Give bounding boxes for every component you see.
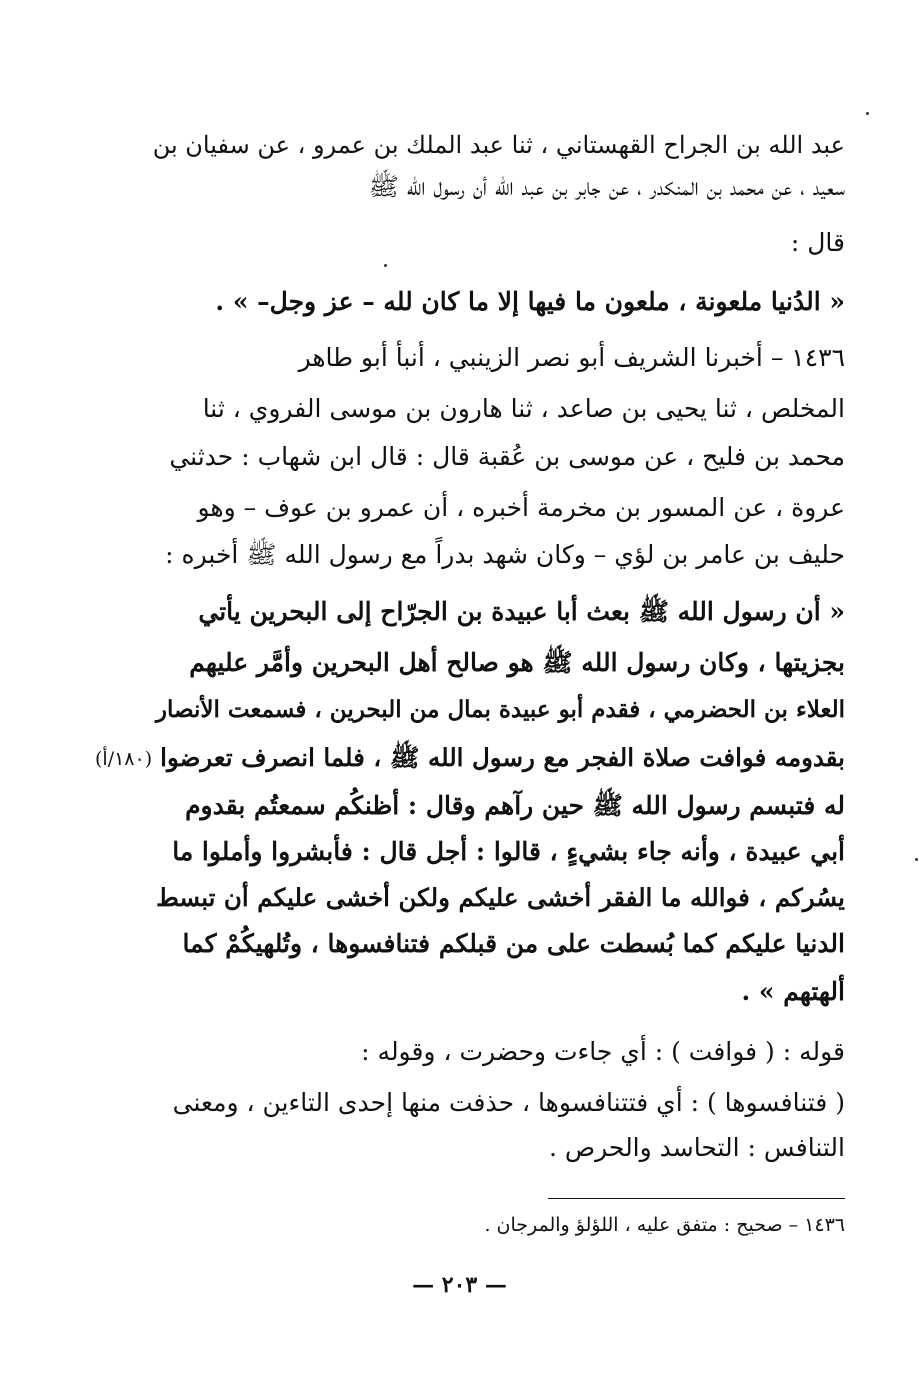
footnote-separator — [548, 1198, 845, 1199]
commentary-line: ( فتنافسوها ) : أي فتتنافسوها ، حذفت منها إحدى التاءين ، ومعنى — [172, 1088, 845, 1117]
manuscript-folio-reference: (١٨٠/أ) — [95, 748, 153, 770]
hadith-text-line: بجزيتها ، وكان رسول الله ﷺ هو صالح أهل البحرين وأمَّر عليهم — [189, 648, 845, 677]
text-line: سعيد ، عن محمد بن المنكدر ، عن جابر بن عبد الله أن رسول الله ﷺ — [368, 172, 845, 201]
page-number: — ٢٠٣ — — [412, 1272, 507, 1298]
hadith-number-line: ١٤٣٦ – أخبرنا الشريف أبو نصر الزينبي ، أنبأ أبو طاهر — [298, 343, 845, 372]
commentary-line: التنافس : التحاسد والحرص . — [549, 1133, 845, 1162]
text-line: حليف بن عامر بن لؤي – وكان شهد بدراً مع رسول الله ﷺ أخبره : — [165, 540, 845, 569]
text-line: محمد بن فليح ، عن موسى بن عُقبة قال : قال ابن شهاب : حدثني — [169, 442, 845, 471]
text-line: عبد الله بن الجراح القهستاني ، ثنا عبد الملك بن عمرو ، عن سفيان بن — [152, 131, 845, 159]
footnote: ١٤٣٦ – صحيح : متفق عليه ، اللؤلؤ والمرجان . — [484, 1214, 845, 1236]
hadith-text-line: ألهتهم » . — [741, 977, 845, 1006]
scan-speck — [866, 112, 869, 115]
hadith-text-line: العلاء بن الحضرمي ، فقدم أبو عبيدة بمال من البحرين ، فسمعت الأنصار — [155, 696, 845, 723]
text-line: المخلص ، ثنا يحيى بن صاعد ، ثنا هارون بن موسى الفروي ، ثنا — [202, 394, 845, 423]
commentary-line: قوله : ( فوافت ) : أي جاءت وحضرت ، وقوله : — [361, 1037, 845, 1066]
hadith-text-line: الدنيا عليكم كما بُسطت على من قبلكم فتنافسوها ، وتُلهيكُمْ كما — [182, 929, 845, 958]
hadith-text-line: يسُركم ، فوالله ما الفقر أخشى عليكم ولكن أخشى عليكم أن تبسط — [156, 883, 845, 912]
scan-speck — [915, 858, 918, 861]
hadith-text-line: « أن رسول الله ﷺ بعث أبا عبيدة بن الجرّاح إلى البحرين يأتي — [198, 597, 845, 626]
main-text — [150, 0, 845, 1373]
hadith-text-line: بقدومه فوافت صلاة الفجر مع رسول الله ﷺ ، فلما انصرف تعرضوا — [160, 743, 845, 772]
text-line: عروة ، عن المسور بن مخرمة أخبره ، أن عمرو بن عوف – وهو — [197, 493, 845, 522]
hadith-text-line: أبي عبيدة ، وأنه جاء بشيءٍ ، قالوا : أجل قال : فأبشروا وأملوا ما — [172, 837, 845, 866]
text-line: قال : — [790, 228, 845, 257]
hadith-text-line: « الدُنيا ملعونة ، ملعون ما فيها إلا ما كان لله – عز وجل– » . — [215, 287, 845, 316]
hadith-text-line: له فتبسم رسول الله ﷺ حين رآهم وقال : أظنكُم سمعتُم بقدوم — [185, 791, 845, 820]
scan-speck — [384, 264, 387, 267]
